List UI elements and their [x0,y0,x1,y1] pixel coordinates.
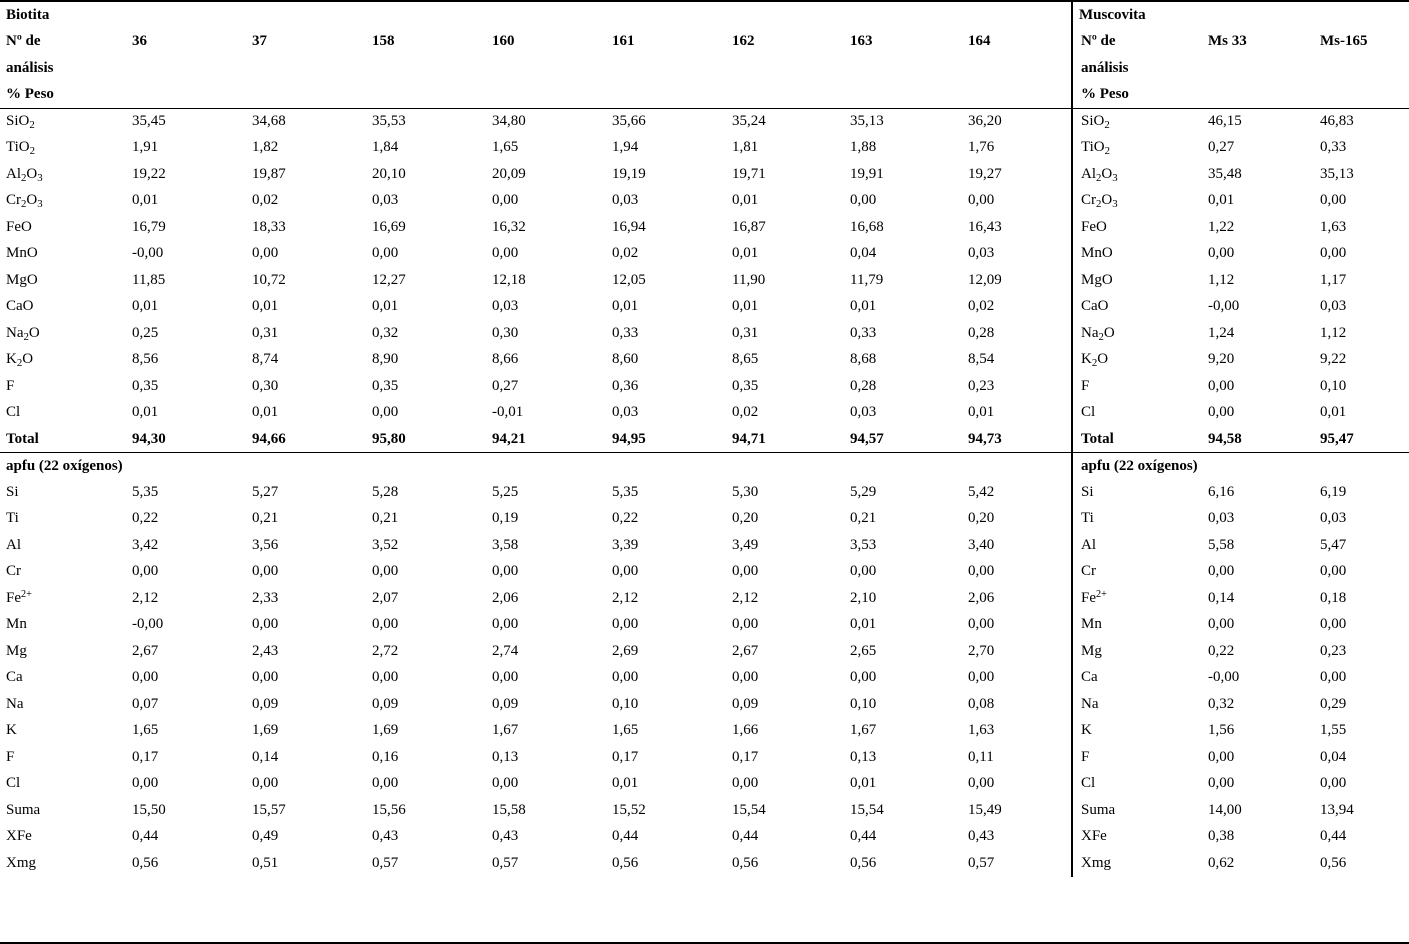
row-label-al2o3: $Al_2O_3$ [6,165,43,184]
table-row: $Na_2O$ 0,25 0,31 0,32 0,30 0,33 0,31 0,33 0,28 $Na_2O$ 1,24 1,12 [0,320,1409,347]
right-col-head-0: Ms 33 [1208,33,1247,50]
right-apfu-label: apfu (22 oxígenos) [1072,453,1409,480]
table-row: XFe 0,44 0,49 0,43 0,43 0,44 0,44 0,44 0,43 XFe 0,38 0,44 [0,824,1409,851]
row-label-mg-apfu-right: Mg [1072,638,1194,665]
right-total-label: Total [1072,426,1194,453]
table-row: Na 0,07 0,09 0,09 0,09 0,10 0,09 0,10 0,08 Na 0,32 0,29 [0,691,1409,718]
row-label-cl-apfu: Cl [6,775,21,792]
header-row-2 [0,55,1409,82]
left-col-head-0: 36 [132,33,147,50]
row-label-mg-apfu: Mg [6,642,27,659]
right-weight-label: % Peso [1072,82,1194,109]
left-apfu-label: apfu (22 oxígenos) [6,457,123,474]
row-label-suma: Suma [6,801,41,818]
row-label-cr-apfu-right: Cr [1072,559,1194,586]
table-body [0,2,1409,877]
right-analysis-label-line2: análisis [1072,55,1194,82]
row-label-mgo: MgO [6,271,38,288]
left-analysis-label-line2: análisis [6,59,54,76]
row-label-ca-apfu-right: Ca [1072,665,1194,692]
row-label-k2o: $K_2O$ [6,351,34,370]
table-row: CaO 0,01 0,01 0,01 0,03 0,01 0,01 0,01 0,02 CaO -0,00 0,03 [0,294,1409,321]
table-row: Al 3,42 3,56 3,52 3,58 3,39 3,49 3,53 3,40 Al 5,58 5,47 [0,532,1409,559]
left-col-head-3: 160 [492,33,515,50]
row-label-na-apfu-right: Na [1072,691,1194,718]
row-label-na2o-right: $Na_2O$ [1072,320,1194,347]
apfu-header-row [0,453,1409,480]
row-label-k-apfu: K [6,722,17,739]
row-label-f-apfu: F [6,748,15,765]
table-row: $K_2O$ 8,56 8,74 8,90 8,66 8,60 8,65 8,68 8,54 $K_2O$ 9,20 9,22 [0,347,1409,374]
left-analysis-label-line1: Nº de [6,33,41,50]
row-label-xfe-right: XFe [1072,824,1194,851]
row-label-tio2-right: TiO$_2$ [1072,135,1194,162]
table-row: Cr 0,00 0,00 0,00 0,00 0,00 0,00 0,00 0,00 Cr 0,00 0,00 [0,559,1409,586]
header-row-1 [0,29,1409,56]
row-label-sio2-right: SiO$_2$ [1072,108,1194,135]
left-col-head-5: 162 [732,33,755,50]
row-label-al-apfu: Al [6,536,21,553]
right-analysis-label-line1: Nº de [1072,29,1194,56]
table-row: K 1,65 1,69 1,69 1,67 1,65 1,66 1,67 1,63 K 1,56 1,55 [0,718,1409,745]
section-title-row [0,2,1409,29]
left-total-label: Total [0,426,118,453]
row-label-f-apfu-right: F [1072,744,1194,771]
table-row: Mn -0,00 0,00 0,00 0,00 0,00 0,00 0,01 0,00 Mn 0,00 0,00 [0,612,1409,639]
table-row: F 0,17 0,14 0,16 0,13 0,17 0,17 0,13 0,11 F 0,00 0,04 [0,744,1409,771]
row-label-si-apfu-right: Si [1072,479,1194,506]
row-label-k2o-right: $K_2O$ [1072,347,1194,374]
row-label-mgo-right: MgO [1072,267,1194,294]
weight-percent-row [0,82,1409,109]
row-label-al-apfu-right: Al [1072,532,1194,559]
row-label-xmg: Xmg [6,854,36,871]
left-section-title: Biotita [6,6,50,23]
right-section-title: Muscovita [1072,2,1409,29]
table-row: Ca 0,00 0,00 0,00 0,00 0,00 0,00 0,00 0,00 Ca -0,00 0,00 [0,665,1409,692]
row-label-na2o: $Na_2O$ [6,324,40,343]
row-label-cl: Cl [6,404,21,421]
table-row: TiO$_2$ 1,91 1,82 1,84 1,65 1,94 1,81 1,88 1,76 TiO$_2$ 0,27 0,33 [0,135,1409,162]
row-label-sio2: SiO$_2$ [6,113,35,132]
row-label-tio2: TiO$_2$ [6,139,36,158]
row-label-ti-apfu-right: Ti [1072,506,1194,533]
table-row: $Al_2O_3$ 19,22 19,87 20,10 20,09 19,19 19,71 19,91 19,27 $Al_2O_3$ 35,48 35,13 [0,161,1409,188]
table-row: Suma 15,50 15,57 15,56 15,58 15,52 15,54 15,54 15,49 Suma 14,00 13,94 [0,797,1409,824]
row-label-mno: MnO [6,245,38,262]
row-label-na-apfu: Na [6,695,24,712]
row-label-cl-right: Cl [1072,400,1194,427]
table-row: Cl 0,01 0,01 0,00 -0,01 0,03 0,02 0,03 0,01 Cl 0,00 0,01 [0,400,1409,427]
table-row: MnO -0,00 0,00 0,00 0,00 0,02 0,01 0,04 0,03 MnO 0,00 0,00 [0,241,1409,268]
table-row: $Fe^{2+}$ 2,12 2,33 2,07 2,06 2,12 2,12 2,10 2,06 $Fe^{2+}$ 0,14 0,18 [0,585,1409,612]
table-row: FeO 16,79 18,33 16,69 16,32 16,94 16,87 16,68 16,43 FeO 1,22 1,63 [0,214,1409,241]
data-table [0,2,1409,877]
total-row: Total 94,30 94,66 95,80 94,21 94,95 94,71 94,57 94,73 Total 94,58 95,47 [0,426,1409,453]
table-row: MgO 11,85 10,72 12,27 12,18 12,05 11,90 11,79 12,09 MgO 1,12 1,17 [0,267,1409,294]
table-row: Si 5,35 5,27 5,28 5,25 5,35 5,30 5,29 5,42 Si 6,16 6,19 [0,479,1409,506]
row-label-ti-apfu: Ti [6,510,19,527]
left-col-head-2: 158 [372,33,395,50]
row-label-fe2-apfu-right: $Fe^{2+}$ [1072,585,1194,612]
row-label-feo: FeO [6,218,32,235]
left-col-head-7: 164 [968,33,991,50]
table-row: Mg 2,67 2,43 2,72 2,74 2,69 2,67 2,65 2,70 Mg 0,22 0,23 [0,638,1409,665]
row-label-suma-right: Suma [1072,797,1194,824]
row-label-cao-right: CaO [1072,294,1194,321]
row-label-xfe: XFe [6,828,32,845]
row-label-si-apfu: Si [6,483,19,500]
row-label-cao: CaO [6,298,34,315]
table-row: Ti 0,22 0,21 0,21 0,19 0,22 0,20 0,21 0,20 Ti 0,03 0,03 [0,506,1409,533]
table-row: $Cr_2O_3$ 0,01 0,02 0,03 0,00 0,03 0,01 0,00 0,00 $Cr_2O_3$ 0,01 0,00 [0,188,1409,215]
left-col-head-1: 37 [252,33,267,50]
row-label-mn-apfu-right: Mn [1072,612,1194,639]
row-label-fe2-apfu: $Fe^{2+}$ [6,589,32,606]
row-label-cl-apfu-right: Cl [1072,771,1194,798]
row-label-al2o3-right: $Al_2O_3$ [1072,161,1194,188]
row-label-k-apfu-right: K [1072,718,1194,745]
row-label-mno-right: MnO [1072,241,1194,268]
row-label-mn-apfu: Mn [6,616,27,633]
row-label-f-right: F [1072,373,1194,400]
table-row: F 0,35 0,30 0,35 0,27 0,36 0,35 0,28 0,23 F 0,00 0,10 [0,373,1409,400]
right-col-head-1: Ms-165 [1320,33,1368,50]
left-col-head-4: 161 [612,33,635,50]
row-label-xmg-right: Xmg [1072,850,1194,877]
row-label-feo-right: FeO [1072,214,1194,241]
row-label-f: F [6,377,15,394]
row-label-ca-apfu: Ca [6,669,23,686]
left-weight-label: % Peso [0,82,118,109]
row-label-cr-apfu: Cr [6,563,21,580]
table-row: SiO$_2$ 35,45 34,68 35,53 34,80 35,66 35,24 35,13 36,20 SiO$_2$ 46,15 46,83 [0,108,1409,135]
table-row: Cl 0,00 0,00 0,00 0,00 0,01 0,00 0,01 0,00 Cl 0,00 0,00 [0,771,1409,798]
row-label-cr2o3-right: $Cr_2O_3$ [1072,188,1194,215]
left-col-head-6: 163 [850,33,873,50]
row-label-cr2o3: $Cr_2O_3$ [6,192,43,211]
table-row: Xmg 0,56 0,51 0,57 0,57 0,56 0,56 0,56 0,57 Xmg 0,62 0,56 [0,850,1409,877]
